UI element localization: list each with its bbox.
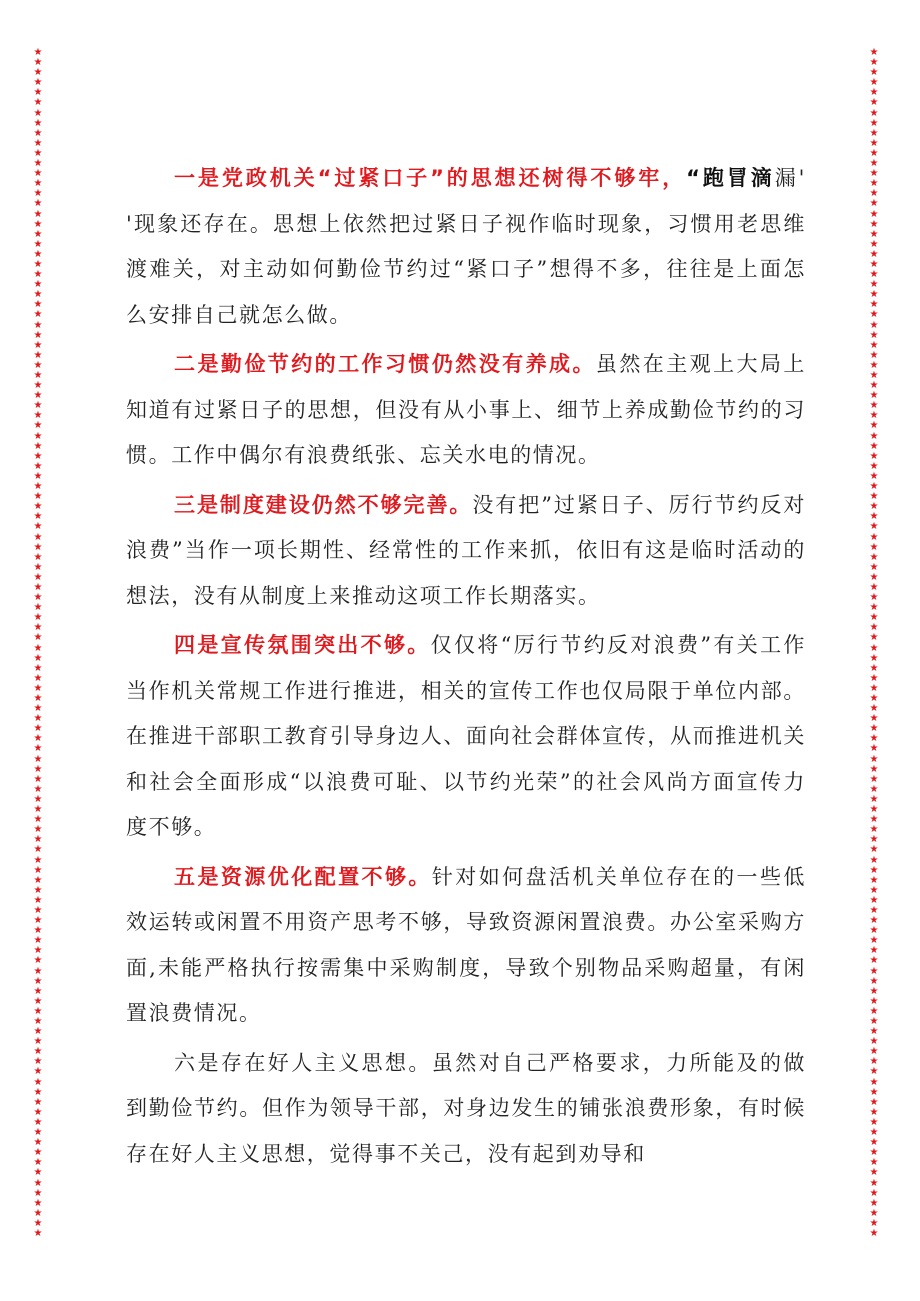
paragraph-2-body: 虽然在主观上大局上知道有过紧日子的思想，但没有从小事上、细节上养成勤俭节约的习惯。工作中偶尔有浪费纸张、忘关水电的情况。 [126, 352, 806, 467]
paragraph-6 [126, 1041, 806, 1178]
paragraph-1-lead-black: “跑冒滴 [686, 166, 775, 190]
paragraph-1-body: 漏' '现象还存在。思想上依然把过紧日子视作临时现象，习惯用老思维渡难关，对主动如何勤俭节约过“紧口子”想得不多，往往是上面怎么安排自己就怎么做。 [126, 166, 806, 327]
paragraph-4-lead: 四是宣传氛围突出不够。 [174, 633, 431, 657]
paragraph-6-body: 六是存在好人主义思想。虽然对自己严格要求，力所能及的做到勤俭节约。但作为领导干部，对身边发生的铺张浪费形象，有时候存在好人主义思想，觉得事不关己，没有起到劝导和 [126, 1050, 806, 1166]
paragraph-5-body: 针对如何盘活机关单位存在的一些低效运转或闲置不用资产思考不够，导致资源闲置浪费。办公室采购方面,未能严格执行按需集中采购制度，导致个别物品采购超量，有闲置浪费情况。 [126, 864, 806, 1025]
paragraph-3 [126, 483, 806, 620]
left-star-border: ★★★★★★★★★★★★★★★★★★★★★★★★★★★★★★★★★★★★★★★★★★★★★★★★★★★★★★★★★★★★★★★★★★★★★★★★★★★★★★★★★★★★★★★★★★★★★★★★★★★★★★★★★★★★★★★★★★★★★★ [33, 48, 43, 1239]
paragraph-4 [126, 623, 806, 851]
paragraph-5-lead: 五是资源优化配置不够。 [174, 864, 432, 889]
paragraph-3-lead: 三是制度建设仍然不够完善。 [174, 492, 473, 517]
document-body [126, 156, 806, 1181]
paragraph-3-body: 没有把”过紧日子、厉行节约反对浪费”当作一项长期性、经常性的工作来抓，依旧有这是临时活动的想法，没有从制度上来推动这项工作长期落实。 [126, 492, 806, 608]
right-star-border: ★★★★★★★★★★★★★★★★★★★★★★★★★★★★★★★★★★★★★★★★★★★★★★★★★★★★★★★★★★★★★★★★★★★★★★★★★★★★★★★★★★★★★★★★★★★★★★★★★★★★★★★★★★★★★★★★★★★★★★ [869, 48, 879, 1239]
paragraph-2 [126, 342, 806, 479]
paragraph-5 [126, 855, 806, 1037]
paragraph-2-lead: 二是勤俭节约的工作习惯仍然没有养成。 [174, 352, 596, 376]
paragraph-1-lead: 一是党政机关“过紧口子”的思想还树得不够牢， [174, 166, 687, 190]
paragraph-4-body: 仅仅将“厉行节约反对浪费”有关工作当作机关常规工作进行推进，相关的宣传工作也仅局限于单位内部。在推进干部职工教育引导身边人、面向社会群体宣传，从而推进机关和社会全面形成“以浪费可耻、以节约光荣”的社会风尚方面宣传力度不够。 [126, 633, 806, 839]
paragraph-1 [126, 156, 806, 338]
